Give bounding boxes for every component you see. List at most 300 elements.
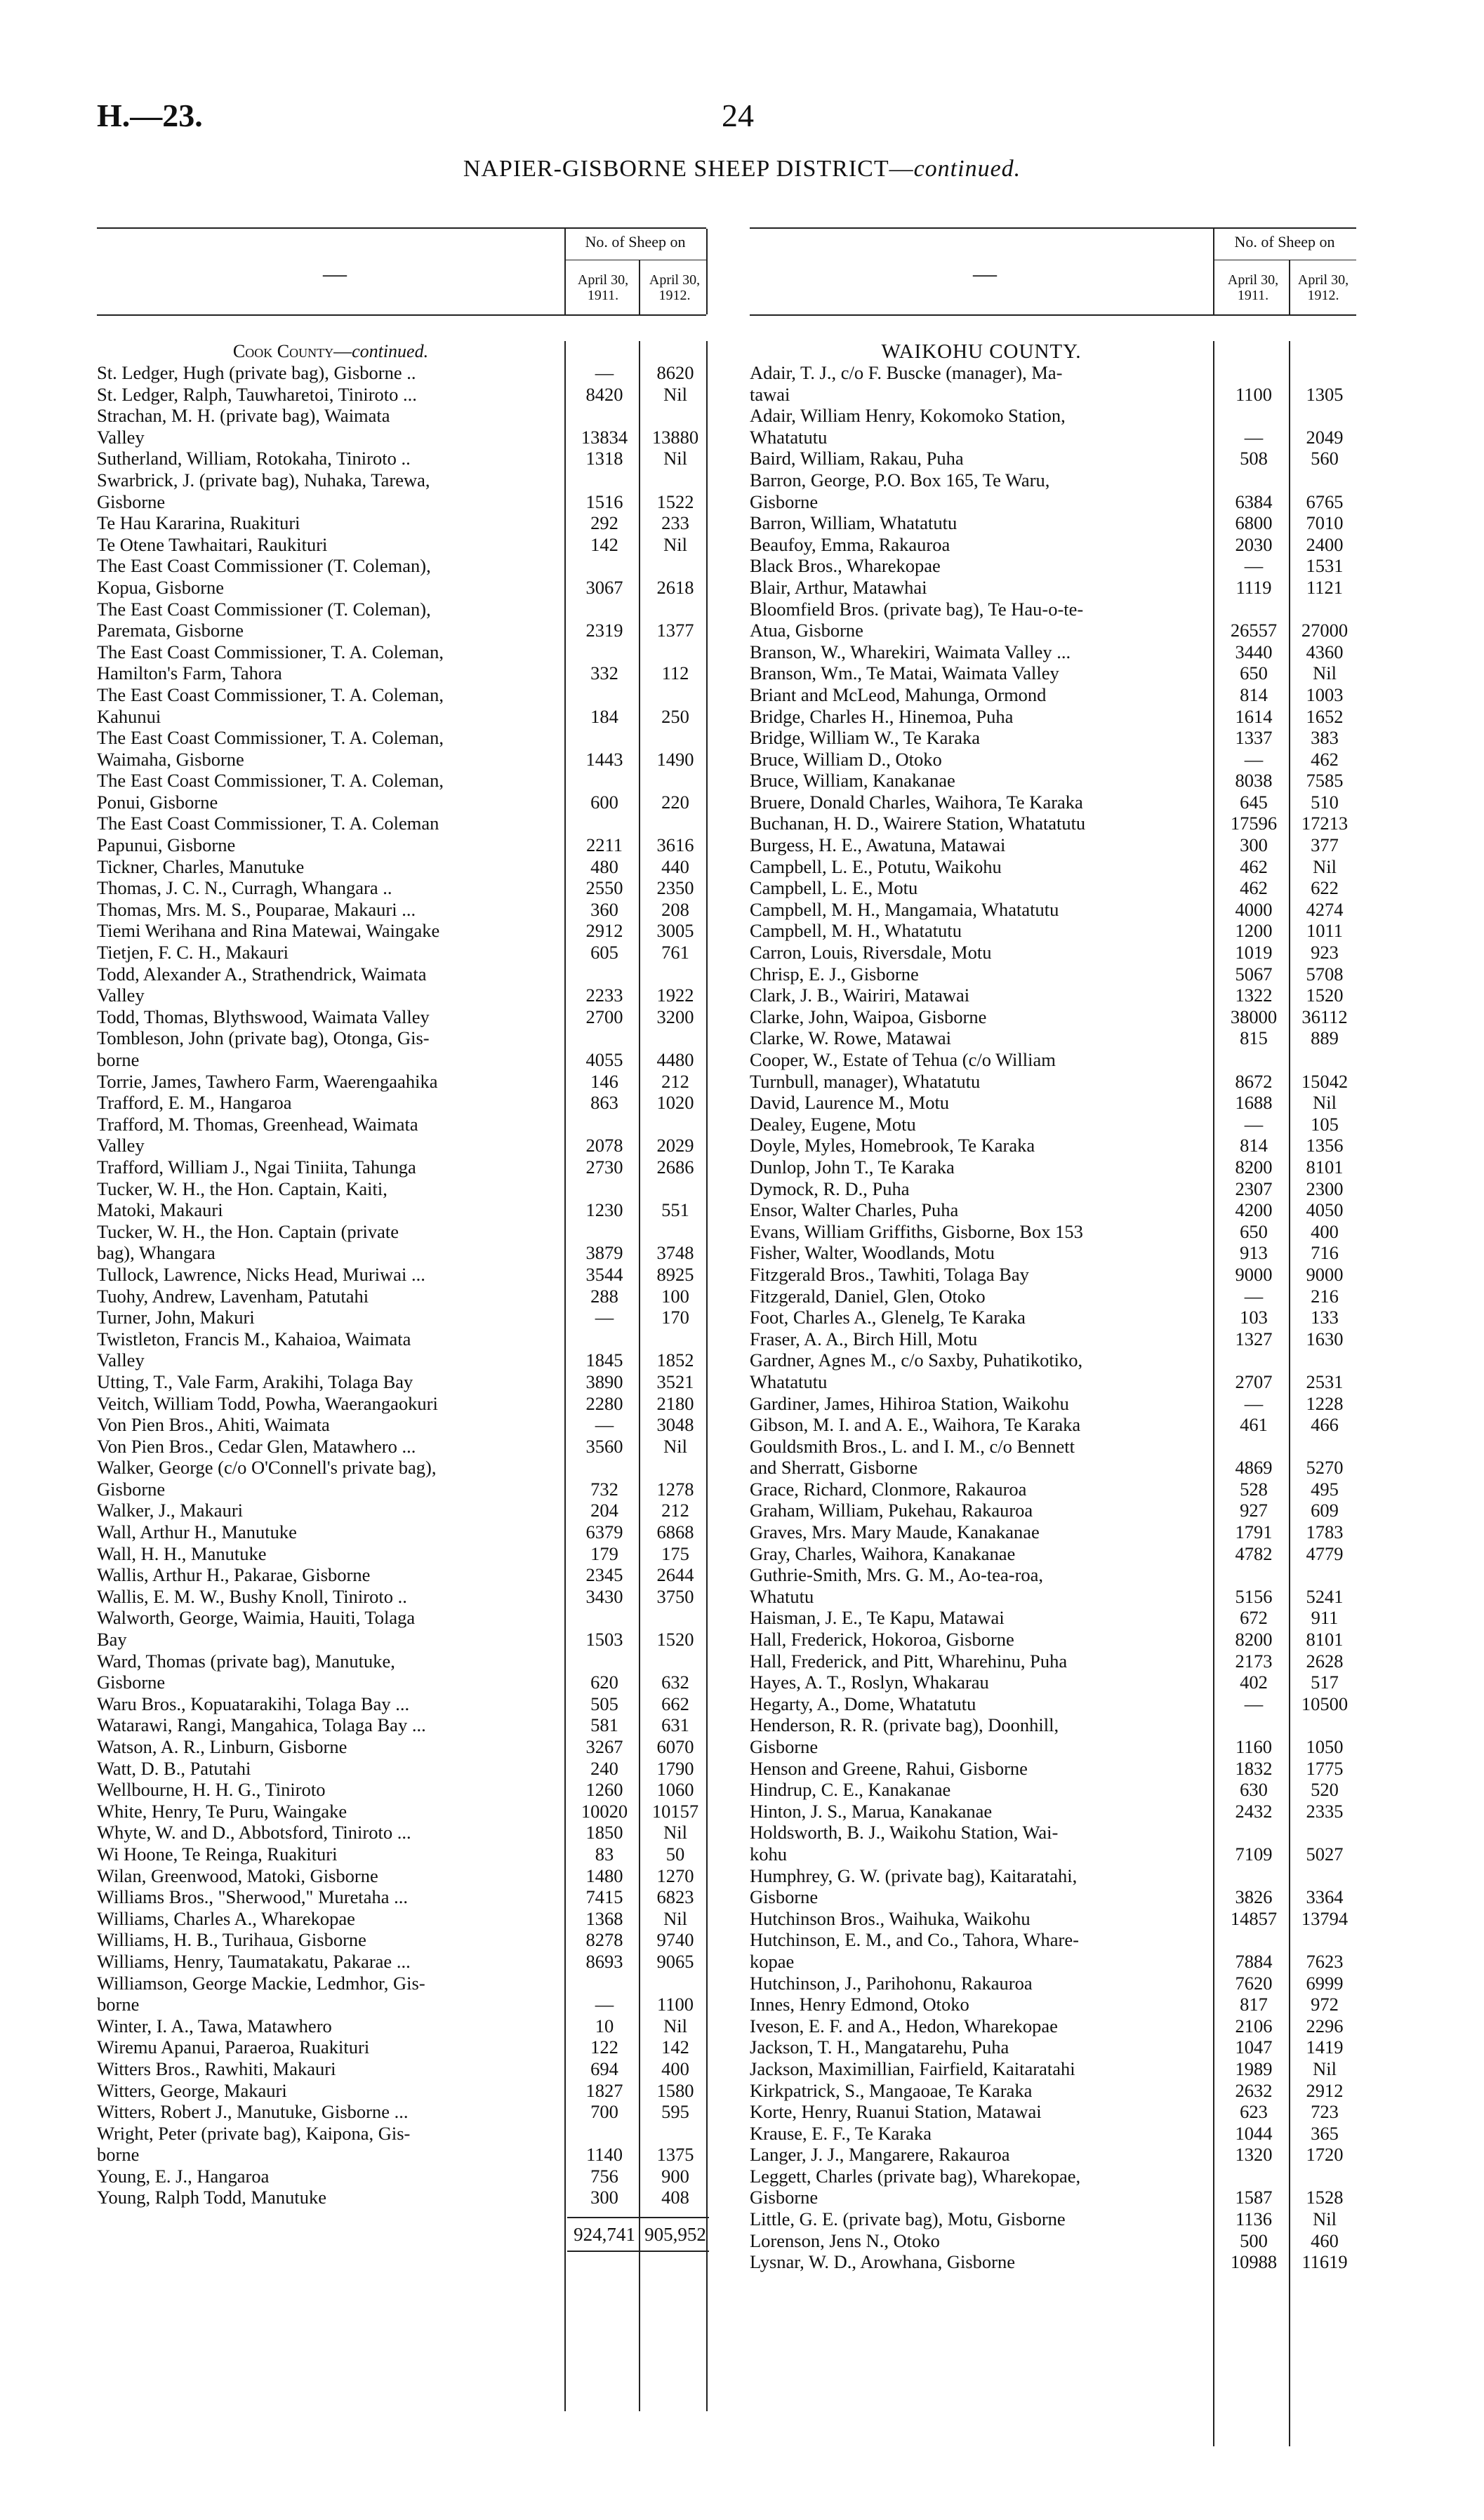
owner-name: [97, 2123, 567, 2166]
table-row: [97, 1414, 709, 1436]
table-row: [97, 1178, 709, 1221]
owner-name: [97, 1736, 567, 1758]
table-row: [750, 2015, 1358, 2037]
sheep-1912: 5708: [1306, 963, 1344, 985]
owner-name-line: David, Laurence M., Motu: [750, 1092, 950, 1114]
sheep-1912: 1528: [1306, 2187, 1344, 2208]
sheep-1912: 6999: [1306, 1972, 1344, 1994]
table-row: [750, 1651, 1358, 1672]
owner-name: [97, 1779, 567, 1801]
table-row: [750, 727, 1358, 749]
sheep-1912: 250: [661, 705, 689, 727]
owner-name: [750, 684, 1216, 706]
owner-name-line: Wiremu Apanui, Paraeroa, Ruakituri: [97, 2036, 370, 2058]
table-row: [97, 1736, 709, 1758]
sheep-1912: 408: [661, 2187, 689, 2208]
owner-name: [97, 1693, 567, 1715]
sheep-1912: 1100: [656, 1994, 694, 2015]
owner-name: [750, 2208, 1216, 2230]
table-row: [750, 1328, 1358, 1350]
left-body-divider: [564, 341, 566, 2411]
owner-name: [97, 1521, 567, 1543]
sheep-1912: 2296: [1306, 2015, 1344, 2036]
sheep-1912: 1783: [1306, 1521, 1344, 1543]
sheep-1911: 2233: [585, 985, 623, 1006]
sheep-1912: 5270: [1306, 1457, 1344, 1479]
sheep-1912: 1490: [656, 748, 694, 770]
owner-name-line: Chrisp, E. J., Gisborne: [750, 963, 919, 985]
table-row: [97, 1307, 709, 1328]
sheep-1912: 761: [661, 942, 689, 964]
table-row: [97, 2058, 709, 2080]
sheep-1911: 10: [595, 2015, 614, 2036]
sheep-1911: 4869: [1235, 1457, 1273, 1479]
table-row: [97, 1801, 709, 1822]
owner-name: [750, 942, 1216, 964]
table-row: [97, 1586, 709, 1608]
owner-name-line: Barron, William, Whatatutu: [750, 512, 958, 534]
owner-name: [97, 877, 567, 899]
sheep-1911: 4055: [585, 1049, 623, 1070]
owner-name-line: Wellbourne, H. H. G., Tiniroto: [97, 1779, 326, 1801]
sheep-1911: 694: [590, 2058, 618, 2079]
sheep-1912: 13880: [651, 426, 699, 448]
table-row: [750, 1543, 1358, 1565]
owner-name-line: Walworth, George, Waimia, Hauiti, Tolaga: [97, 1607, 416, 1629]
table-row: [750, 942, 1358, 964]
sheep-1912: 1020: [656, 1092, 694, 1114]
owner-name-line: Hayes, A. T., Roslyn, Whakarau: [750, 1672, 989, 1693]
owner-name-line: The East Coast Commissioner, T. A. Coleman,: [97, 641, 444, 662]
table-row: [97, 1092, 709, 1114]
sheep-1912: 4274: [1306, 898, 1344, 920]
owner-name-line: The East Coast Commissioner, T. A. Coleman,: [97, 684, 444, 705]
sheep-1912: 2628: [1306, 1650, 1344, 1672]
owner-name-line: Campbell, M. H., Mangamaia, Whatatutu: [750, 898, 1059, 920]
table-row: [97, 1371, 709, 1393]
title-text: NAPIER-GISBORNE SHEEP DISTRICT—: [463, 156, 914, 182]
owner-name-line: Hutchinson, J., Parihohonu, Rakauroa: [750, 1972, 1033, 1994]
table-row: [97, 1564, 709, 1586]
right-body-divider: [1213, 341, 1214, 2446]
table-row: [750, 1178, 1358, 1200]
owner-name: [97, 1006, 567, 1028]
left-header-dash: —: [323, 261, 347, 287]
owner-name: [97, 1156, 567, 1178]
table-row: [97, 2166, 709, 2187]
sheep-1912: 1630: [1306, 1328, 1344, 1349]
table-row: [97, 942, 709, 964]
sheep-1911: 1337: [1235, 727, 1273, 749]
owner-name-line: Tietjen, F. C. H., Makauri: [97, 942, 289, 964]
owner-name: [97, 1801, 567, 1822]
sheep-1911: —: [1244, 426, 1264, 448]
owner-name: [750, 1801, 1216, 1822]
owner-name-line: Baird, William, Rakau, Puha: [750, 448, 964, 469]
sheep-1911: 6800: [1235, 512, 1273, 534]
table-row: [750, 1436, 1358, 1479]
sheep-1911: 9000: [1235, 1263, 1273, 1285]
owner-name-line: Watt, D. B., Patutahi: [97, 1757, 251, 1779]
owner-name-line: Doyle, Myles, Homebrook, Te Karaka: [750, 1135, 1035, 1156]
owner-name: [97, 813, 567, 855]
table-row: [750, 448, 1358, 469]
table-row: [750, 877, 1358, 899]
table-row: [97, 877, 709, 899]
sheep-1911: 1516: [585, 491, 623, 512]
sheep-1912: 1520: [656, 1629, 694, 1651]
owner-name-line: Tullock, Lawrence, Nicks Head, Muriwai ...: [97, 1263, 425, 1285]
owner-name-line: Wall, H. H., Manutuke: [97, 1542, 267, 1564]
owner-name-line: Trafford, William J., Ngai Tiniita, Tahunga: [97, 1156, 416, 1178]
sheep-1911: —: [595, 362, 614, 383]
sheep-1911: 1320: [1235, 2144, 1273, 2166]
table-row: [97, 964, 709, 1006]
sheep-1911: 480: [590, 855, 618, 877]
owner-name-line: Tucker, W. H., the Hon. Captain (private: [97, 1220, 399, 1242]
sheep-1912: 716: [1311, 1242, 1339, 1264]
owner-name-continuation: Gisborne: [97, 1672, 166, 1693]
owner-name: [750, 2123, 1216, 2145]
owner-name: [97, 1844, 567, 1865]
owner-name-line: Tombleson, John (private bag), Otonga, Gis-: [97, 1027, 430, 1049]
owner-name: [97, 684, 567, 727]
owner-name-line: Von Pien Bros., Cedar Glen, Matawhero ...: [97, 1435, 416, 1457]
owner-name: [750, 1822, 1216, 1865]
table-row: [750, 1521, 1358, 1543]
sheep-1911: 913: [1240, 1242, 1268, 1264]
sheep-1912: 1356: [1306, 1135, 1344, 1156]
table-row: [97, 469, 709, 512]
owner-name-line: Young, Ralph Todd, Manutuke: [97, 2187, 326, 2208]
sheep-1911: 103: [1240, 1307, 1268, 1328]
owner-name-continuation: Turnbull, manager), Whatatutu: [750, 1070, 981, 1092]
sheep-1912: 462: [1311, 748, 1339, 770]
sheep-1911: 7884: [1235, 1950, 1273, 1972]
sheep-1912: 2644: [656, 1564, 694, 1586]
sheep-1912: 2686: [656, 1156, 694, 1178]
sheep-1911: 10020: [581, 1800, 628, 1822]
sheep-1912: 3521: [656, 1371, 694, 1392]
table-row: [750, 813, 1358, 834]
owner-name: [750, 2144, 1216, 2166]
table-row: [97, 684, 709, 727]
sheep-1911: 240: [590, 1757, 618, 1779]
sheep-1911: 292: [590, 512, 618, 534]
owner-name-line: Campbell, L. E., Motu: [750, 877, 918, 899]
sheep-1912: 142: [661, 2036, 689, 2058]
owner-name: [750, 770, 1216, 792]
owner-name-continuation: Papunui, Gisborne: [97, 834, 236, 856]
sheep-1911: —: [595, 1414, 614, 1436]
owner-name-line: Jackson, T. H., Mangatarehu, Puha: [750, 2036, 1009, 2058]
table-row: [97, 727, 709, 770]
sheep-1912: 9065: [656, 1950, 694, 1972]
sheep-1911: 1140: [585, 2144, 623, 2166]
owner-name-line: Wallis, Arthur H., Pakarae, Gisborne: [97, 1564, 371, 1586]
table-row: [750, 362, 1358, 405]
table-row: [97, 1973, 709, 2015]
owner-name: [750, 1758, 1216, 1780]
owner-name: [750, 1714, 1216, 1757]
sheep-1911: 13834: [581, 426, 628, 448]
sheep-1911: 1044: [1235, 2122, 1273, 2144]
owner-name-line: Hegarty, A., Dome, Whatatutu: [750, 1693, 976, 1714]
owner-name-continuation: Gisborne: [750, 1886, 819, 1908]
owner-name-line: Gibson, M. I. and A. E., Waihora, Te Karaka: [750, 1414, 1081, 1436]
table-row: [750, 577, 1358, 599]
owner-name: [97, 2015, 567, 2037]
sheep-1911: 462: [1240, 855, 1268, 877]
owner-name-line: Thomas, J. C. N., Curragh, Whangara ..: [97, 877, 392, 899]
owner-name: [97, 899, 567, 921]
owner-name-line: Dunlop, John T., Te Karaka: [750, 1156, 955, 1178]
owner-name-line: Von Pien Bros., Ahiti, Waimata: [97, 1414, 330, 1436]
sheep-1912: 7623: [1306, 1950, 1344, 1972]
sheep-1912: 8101: [1306, 1156, 1344, 1178]
sheep-1911: 184: [590, 705, 618, 727]
left-rows: [97, 362, 709, 2208]
sheep-1911: 1047: [1235, 2036, 1273, 2058]
owner-name-line: Hutchinson, E. M., and Co., Tahora, Whare-: [750, 1929, 1079, 1951]
owner-name-line: Witters, George, Makauri: [97, 2079, 287, 2101]
owner-name-line: Campbell, L. E., Potutu, Waikohu: [750, 855, 1002, 877]
sheep-1911: —: [1244, 1285, 1264, 1307]
sheep-1912: 1375: [656, 2144, 694, 2166]
sheep-1912: 440: [661, 855, 689, 877]
left-section-heading: [97, 341, 564, 362]
owner-name-line: Walker, J., Makauri: [97, 1500, 244, 1521]
owner-name-line: Adair, William Henry, Kokomoko Station,: [750, 405, 1066, 427]
table-row: [750, 1865, 1358, 1908]
sheep-1912: 1121: [1306, 576, 1344, 598]
owner-name: [97, 512, 567, 534]
owner-name: [750, 1006, 1216, 1028]
sheep-1912: 622: [1311, 877, 1339, 899]
owner-name-continuation: borne: [97, 2144, 140, 2166]
left-totals: [97, 2217, 709, 2252]
sheep-1911: 1368: [585, 1907, 623, 1929]
owner-name: [750, 599, 1216, 641]
owner-name: [97, 1908, 567, 1930]
sheep-1911: 2730: [585, 1156, 623, 1178]
owner-name: [97, 1114, 567, 1156]
right-table-header: [750, 227, 1356, 316]
owner-name-continuation: Paremata, Gisborne: [97, 620, 244, 641]
owner-name-line: Bridge, Charles H., Hinemoa, Puha: [750, 705, 1014, 727]
owner-name-line: Beaufoy, Emma, Rakauroa: [750, 533, 950, 555]
sheep-1911: 360: [590, 898, 618, 920]
table-row: [750, 1221, 1358, 1243]
sheep-1911: 700: [590, 2101, 618, 2123]
owner-name-continuation: Gisborne: [97, 491, 166, 512]
owner-name-line: Bruere, Donald Charles, Waihora, Te Karaka: [750, 791, 1083, 813]
owner-name: [750, 555, 1216, 577]
table-row: [750, 2230, 1358, 2252]
owner-name-line: Turner, John, Makuri: [97, 1307, 255, 1328]
sheep-1911: —: [595, 1307, 614, 1328]
owner-name: [750, 1328, 1216, 1350]
sheep-1911: 3826: [1235, 1886, 1273, 1908]
sheep-1912: 560: [1311, 448, 1339, 469]
table-row: [97, 856, 709, 878]
sheep-1912: 400: [1311, 1220, 1339, 1242]
right-table: [750, 227, 1358, 2273]
sheep-1911: 645: [1240, 791, 1268, 813]
owner-name-line: Cooper, W., Estate of Tehua (c/o William: [750, 1049, 1056, 1070]
sheep-1912: 383: [1311, 727, 1339, 749]
sheep-1912: 1377: [656, 620, 694, 641]
owner-name: [750, 1264, 1216, 1286]
table-row: [750, 684, 1358, 706]
sheep-1912: 3616: [656, 834, 694, 856]
sheep-1912: 233: [661, 512, 689, 534]
table-row: [97, 1286, 709, 1307]
sheep-1911: 7620: [1235, 1972, 1273, 1994]
owner-name: [97, 1865, 567, 1887]
sheep-1912: 6868: [656, 1521, 694, 1543]
owner-name-line: Tuohy, Andrew, Lavenham, Patutahi: [97, 1285, 369, 1307]
owner-name: [750, 1479, 1216, 1500]
owner-name: [750, 2015, 1216, 2037]
owner-name-line: Dymock, R. D., Puha: [750, 1178, 910, 1199]
sheep-1912: 133: [1311, 1307, 1339, 1328]
owner-name: [750, 1393, 1216, 1415]
sheep-1911: 8693: [585, 1950, 623, 1972]
owner-name: [97, 1307, 567, 1328]
table-row: [750, 964, 1358, 985]
sheep-1911: 8420: [585, 383, 623, 405]
owner-name-line: Graves, Mrs. Mary Maude, Kanakanae: [750, 1521, 1040, 1543]
sheep-1911: 2700: [585, 1006, 623, 1027]
sheep-1911: —: [595, 1994, 614, 2015]
page-title: [0, 156, 1484, 182]
table-row: [750, 2166, 1358, 2208]
sheep-1912: 1790: [656, 1757, 694, 1779]
table-row: [750, 1135, 1358, 1156]
owner-name: [750, 1242, 1216, 1264]
sheep-1912: 1305: [1306, 383, 1344, 405]
table-row: [750, 1264, 1358, 1286]
left-header-col-1912: April 30, 1912.: [649, 272, 701, 303]
owner-name-line: Guthrie-Smith, Mrs. G. M., Ao-tea-roa,: [750, 1564, 1044, 1586]
owner-name: [750, 920, 1216, 942]
table-row: [97, 1500, 709, 1521]
table-row: [97, 1114, 709, 1156]
owner-name-line: White, Henry, Te Puru, Waingake: [97, 1800, 347, 1822]
owner-name: [97, 1714, 567, 1736]
owner-name: [750, 1500, 1216, 1521]
sheep-1911: 2106: [1235, 2015, 1273, 2036]
sheep-1911: 1480: [585, 1865, 623, 1886]
total-1912: 905,952: [642, 2217, 709, 2252]
table-row: [97, 2080, 709, 2102]
sheep-1912: 1652: [1306, 705, 1344, 727]
sheep-1912: 1060: [656, 1779, 694, 1801]
table-row: [750, 1994, 1358, 2015]
owner-name-line: Ward, Thomas (private bag), Manutuke,: [97, 1650, 395, 1672]
sheep-1911: 1318: [585, 448, 623, 469]
owner-name-line: The East Coast Commissioner, T. A. Coleman,: [97, 770, 444, 792]
left-header-divider-mid: [639, 260, 640, 314]
owner-name-line: Gardiner, James, Hihiroa Station, Waikohu: [750, 1392, 1069, 1414]
owner-name: [97, 1328, 567, 1371]
owner-name: [750, 2101, 1216, 2123]
owner-name-line: Tiemi Werihana and Rina Matewai, Waingake: [97, 920, 440, 942]
owner-name-continuation: Valley: [97, 985, 145, 1006]
table-row: [750, 1564, 1358, 1607]
report-reference: H.—23.: [97, 98, 203, 133]
sheep-1912: 1720: [1306, 2144, 1344, 2166]
owner-name: [750, 1908, 1216, 1930]
sheep-1912: Nil: [663, 1822, 687, 1844]
owner-name-continuation: Whatatutu: [750, 426, 828, 448]
owner-name-continuation: kopae: [750, 1950, 795, 1972]
sheep-1912: 1922: [656, 985, 694, 1006]
sheep-1911: 1200: [1235, 920, 1273, 942]
owner-name-line: Gouldsmith Bros., L. and I. M., c/o Bennett: [750, 1435, 1075, 1457]
sheep-1911: 2345: [585, 1564, 623, 1586]
owner-name: [750, 1199, 1216, 1221]
table-row: [97, 1929, 709, 1951]
table-row: [97, 599, 709, 641]
right-table-body: [750, 341, 1358, 2273]
sheep-1912: Nil: [663, 533, 687, 555]
owner-name-continuation: Valley: [97, 426, 145, 448]
sheep-1911: 10988: [1230, 2251, 1278, 2273]
sheep-1912: 1419: [1306, 2036, 1344, 2058]
sheep-1912: 212: [661, 1500, 689, 1521]
sheep-1912: 2029: [656, 1135, 694, 1156]
owner-name: [750, 964, 1216, 985]
table-row: [97, 2015, 709, 2037]
right-header-col-1911: April 30, 1911.: [1227, 272, 1279, 303]
sheep-1911: 1832: [1235, 1757, 1273, 1779]
sheep-1912: 2180: [656, 1392, 694, 1414]
owner-name-line: Bloomfield Bros. (private bag), Te Hau-o-te-: [750, 598, 1084, 620]
owner-name: [97, 1929, 567, 1951]
owner-name-line: Witters Bros., Rawhiti, Makauri: [97, 2058, 336, 2079]
sheep-1912: 6823: [656, 1886, 694, 1908]
owner-name-line: Williams, H. B., Turihaua, Gisborne: [97, 1929, 366, 1951]
owner-name: [97, 770, 567, 813]
owner-name: [97, 2036, 567, 2058]
owner-name: [750, 2166, 1216, 2208]
sheep-1911: 6379: [585, 1521, 623, 1543]
sheep-1912: 11619: [1301, 2251, 1348, 2273]
sheep-1912: 5027: [1306, 1843, 1344, 1865]
left-body-divider-right: [706, 341, 708, 2411]
owner-name-line: Carron, Louis, Riversdale, Motu: [750, 942, 992, 964]
owner-name-line: Veitch, William Todd, Powha, Waerangaokuri: [97, 1392, 438, 1414]
sheep-1912: 1278: [656, 1478, 694, 1500]
owner-name-line: Te Hau Kararina, Ruakituri: [97, 512, 300, 534]
sheep-1911: 1791: [1235, 1521, 1273, 1543]
sheep-1911: 122: [590, 2036, 618, 2058]
sheep-1912: 632: [661, 1672, 689, 1693]
owner-name: [750, 362, 1216, 405]
sheep-1912: 889: [1311, 1027, 1339, 1049]
table-row: [750, 1006, 1358, 1028]
owner-name: [97, 555, 567, 598]
owner-name-line: Bruce, William D., Otoko: [750, 748, 942, 770]
owner-name: [750, 706, 1216, 728]
owner-name-line: Wallis, E. M. W., Bushy Knoll, Tiniroto ..: [97, 1585, 407, 1607]
sheep-1911: 1827: [585, 2079, 623, 2101]
owner-name: [97, 1973, 567, 2015]
right-rows: [750, 362, 1358, 2273]
owner-name: [97, 1071, 567, 1093]
